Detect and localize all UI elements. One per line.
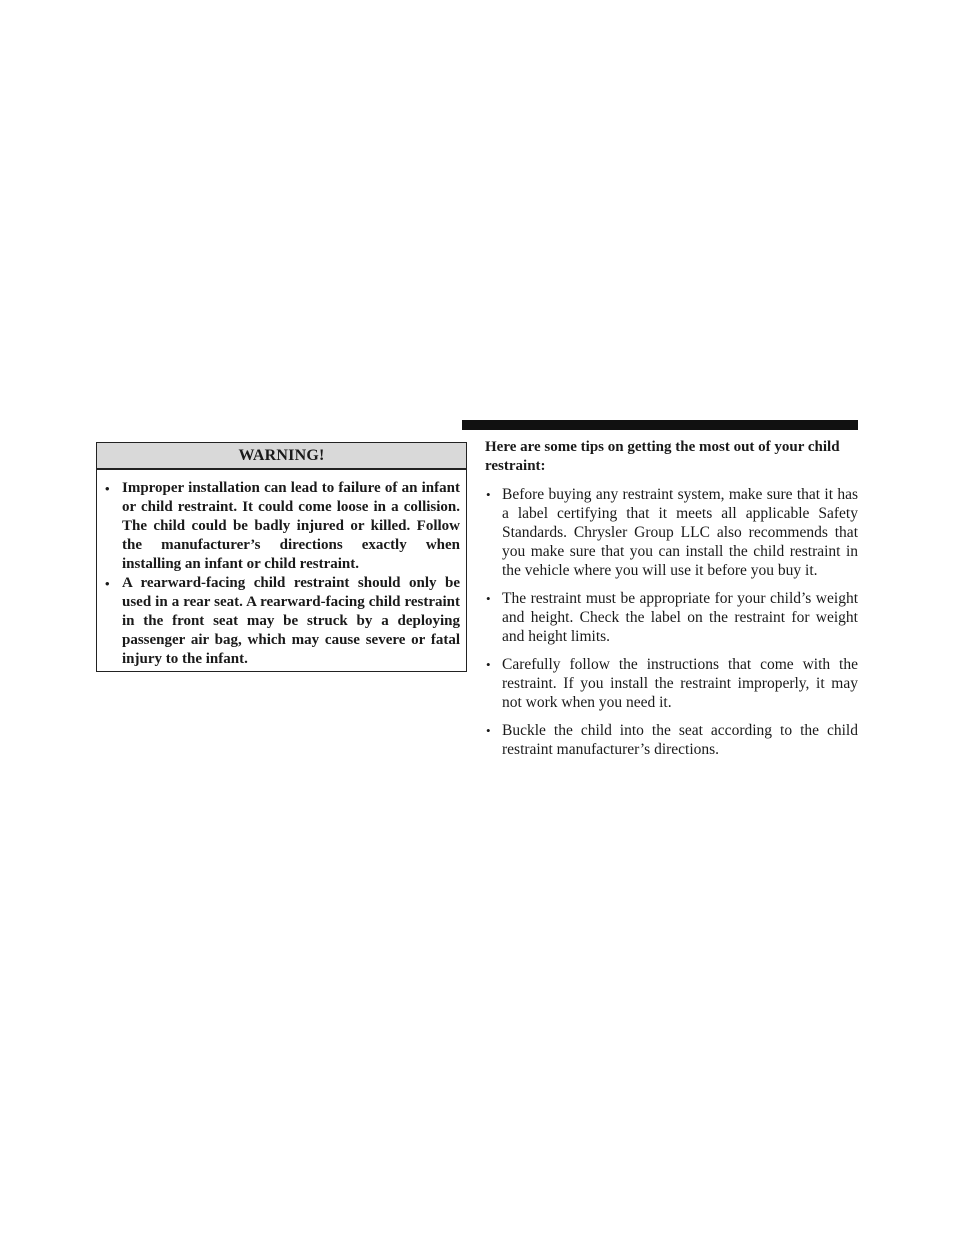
tip-item: [485, 485, 858, 580]
tip-item-text: Buckle the child into the seat according to the child restraint manufacturer’s directions.: [502, 722, 858, 758]
bullet-icon: •: [486, 723, 491, 738]
bullet-icon: •: [105, 576, 110, 591]
tips-section: [485, 438, 858, 768]
warning-item-text: Improper installation can lead to failure of an infant or child restraint. It could come loose in a collision. The child could be badly injured or killed. Follow the manufacturer’s directions exactly when installing an infant or child restraint.: [122, 480, 460, 572]
tip-item: [485, 589, 858, 646]
warning-item: [105, 574, 460, 669]
section-top-rule: [462, 420, 858, 430]
tip-item: [485, 721, 858, 759]
tip-item-text: Before buying any restraint system, make sure that it has a label certifying that it meets all applicable Safety Standards. Chrysler Group LLC also recommends that you make sure that you can install the child restraint in the vehicle where you will use it before you buy it.: [502, 486, 858, 579]
tip-item: [485, 655, 858, 712]
bullet-icon: •: [486, 487, 491, 502]
tip-item-text: Carefully follow the instructions that come with the restraint. If you install the restraint improperly, it may not work when you need it.: [502, 656, 858, 711]
bullet-icon: •: [105, 481, 110, 496]
warning-list: [97, 470, 466, 669]
warning-box: [96, 442, 467, 672]
bullet-icon: •: [486, 591, 491, 606]
tip-item-text: The restraint must be appropriate for your child’s weight and height. Check the label on the restraint for weight and height limits.: [502, 590, 858, 645]
tips-intro: Here are some tips on getting the most out of your child restraint:: [485, 439, 840, 474]
tips-list: [485, 485, 858, 759]
warning-item-text: A rearward-facing child restraint should only be used in a rear seat. A rearward-facing child restraint in the front seat may be struck by a deploying passenger air bag, which may cause severe or fatal injury to the infant.: [122, 575, 460, 667]
warning-title: WARNING!: [97, 443, 466, 470]
bullet-icon: •: [486, 657, 491, 672]
warning-item: [105, 479, 460, 574]
